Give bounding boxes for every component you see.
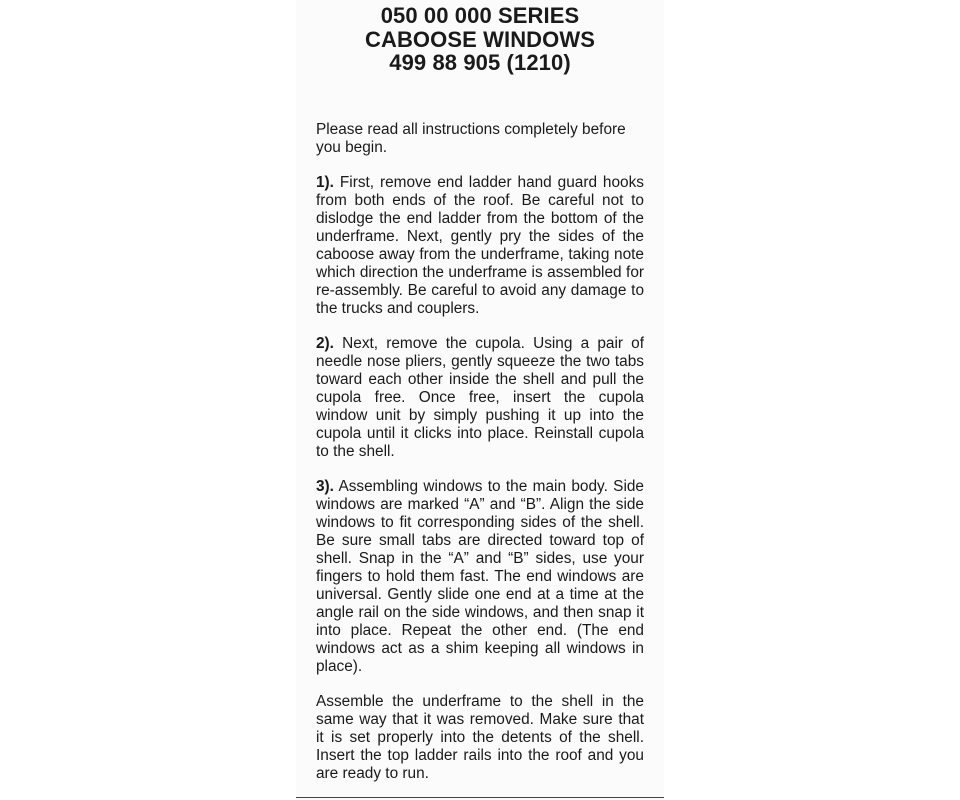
step-3 xyxy=(316,478,644,676)
step-3-number: 3). xyxy=(316,478,334,495)
title-part-number: 499 88 905 (1210) xyxy=(389,50,571,75)
instructions-body xyxy=(316,121,644,800)
step-1-text: First, remove end ladder hand guard hooks from both ends of the roof. Be careful not to dislodge the end ladder from the bottom of the underframe. Next, gently pry the sides of the caboose away from the underframe, taking note which direction the underframe is assembled for re-assembly. Be careful to avoid any damage to the trucks and couplers. xyxy=(316,174,644,317)
document-title xyxy=(296,4,664,75)
step-1-number: 1). xyxy=(316,174,334,191)
intro-paragraph: Please read all instructions completely before you begin. xyxy=(316,121,626,156)
step-2 xyxy=(316,335,644,461)
step-1 xyxy=(316,174,644,318)
step-2-text: Next, remove the cupola. Using a pair of needle nose pliers, gently squeeze the two tabs toward each other inside the shell and pull the cupola free. Once free, insert the cupola window unit by simply pushing it up into the cupola until it clicks into place. Reinstall cupola to the shell. xyxy=(316,335,644,460)
bottom-rule xyxy=(296,797,664,798)
step-2-number: 2). xyxy=(316,335,334,352)
closing-paragraph: Assemble the underframe to the shell in the same way that it was removed. Make sure that it is set properly into the detents of the shell. Insert the top ladder rails into the roof and you are ready to run. xyxy=(316,693,644,782)
title-product: CABOOSE WINDOWS xyxy=(364,26,596,52)
title-series: 050 00 000 SERIES xyxy=(380,3,580,28)
step-3-text: Assembling windows to the main body. Side windows are marked “A” and “B”. Align the side windows to fit corresponding sides of the shell. Be sure small tabs are directed toward top of shell. Snap in the “A” and “B” sides, use your fingers to hold them fast. The end windows are universal. Gently slide one end at a time at the angle rail on the side windows, and then snap it into place. Repeat the other end. (The end windows act as a shim keeping all windows in place). xyxy=(316,478,644,675)
